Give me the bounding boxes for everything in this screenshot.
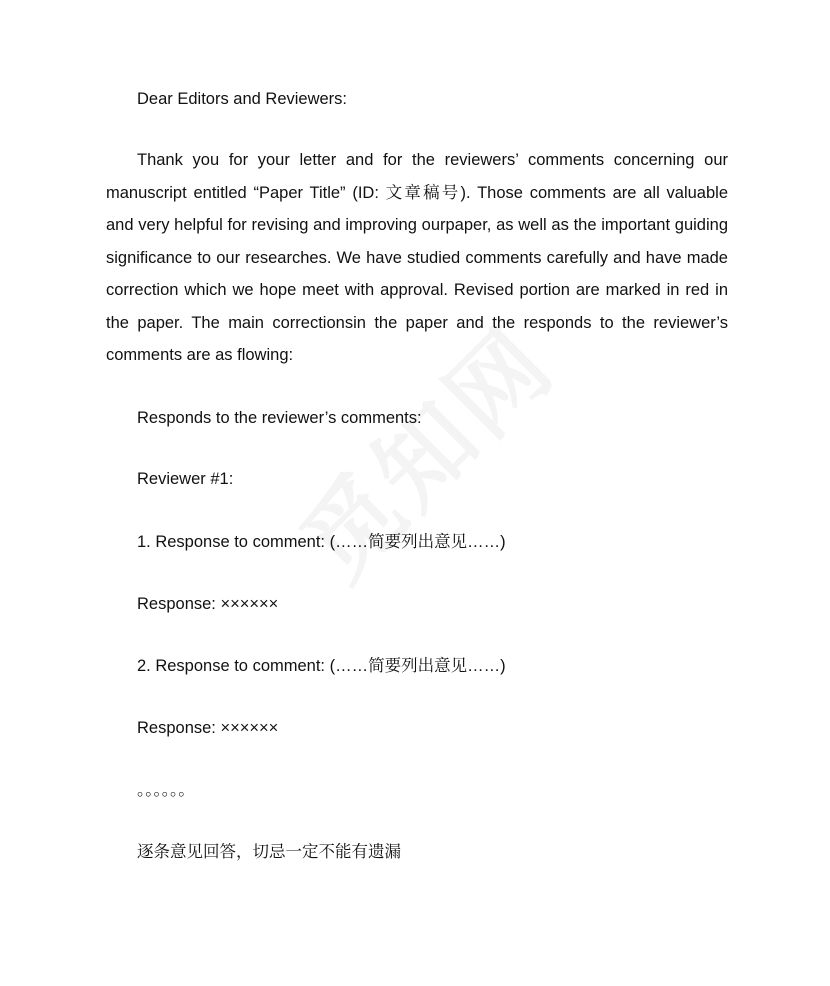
closing-note: 逐条意见回答，切忌一定不能有遗漏 xyxy=(137,843,401,861)
response-2: Response: ×××××× xyxy=(137,719,279,737)
ellipsis-marks: 。。。。。。 xyxy=(137,781,195,799)
responds-heading: Responds to the reviewer’s comments: xyxy=(137,409,422,427)
reviewer-heading: Reviewer #1: xyxy=(137,470,234,488)
comment-1: 1. Response to comment: (……简要列出意见……) xyxy=(137,533,506,551)
intro-paragraph: Thank you for your letter and for the reviewers’ comments concerning our manuscript entitled “Paper Title” (ID: 文章稿号). Those comments are all valuable and very helpful for revising and improving ourpaper, as well as the important guiding significance to our researches. We have studied comments carefully and have made correction which we hope meet with approval. Revised portion are marked in red in the paper. The main correctionsin the paper and the responds to the reviewer’s comments are as flowing: xyxy=(106,151,728,364)
comment-2: 2. Response to comment: (……简要列出意见……) xyxy=(137,657,506,675)
salutation: Dear Editors and Reviewers: xyxy=(137,90,348,108)
response-1: Response: ×××××× xyxy=(137,595,279,613)
